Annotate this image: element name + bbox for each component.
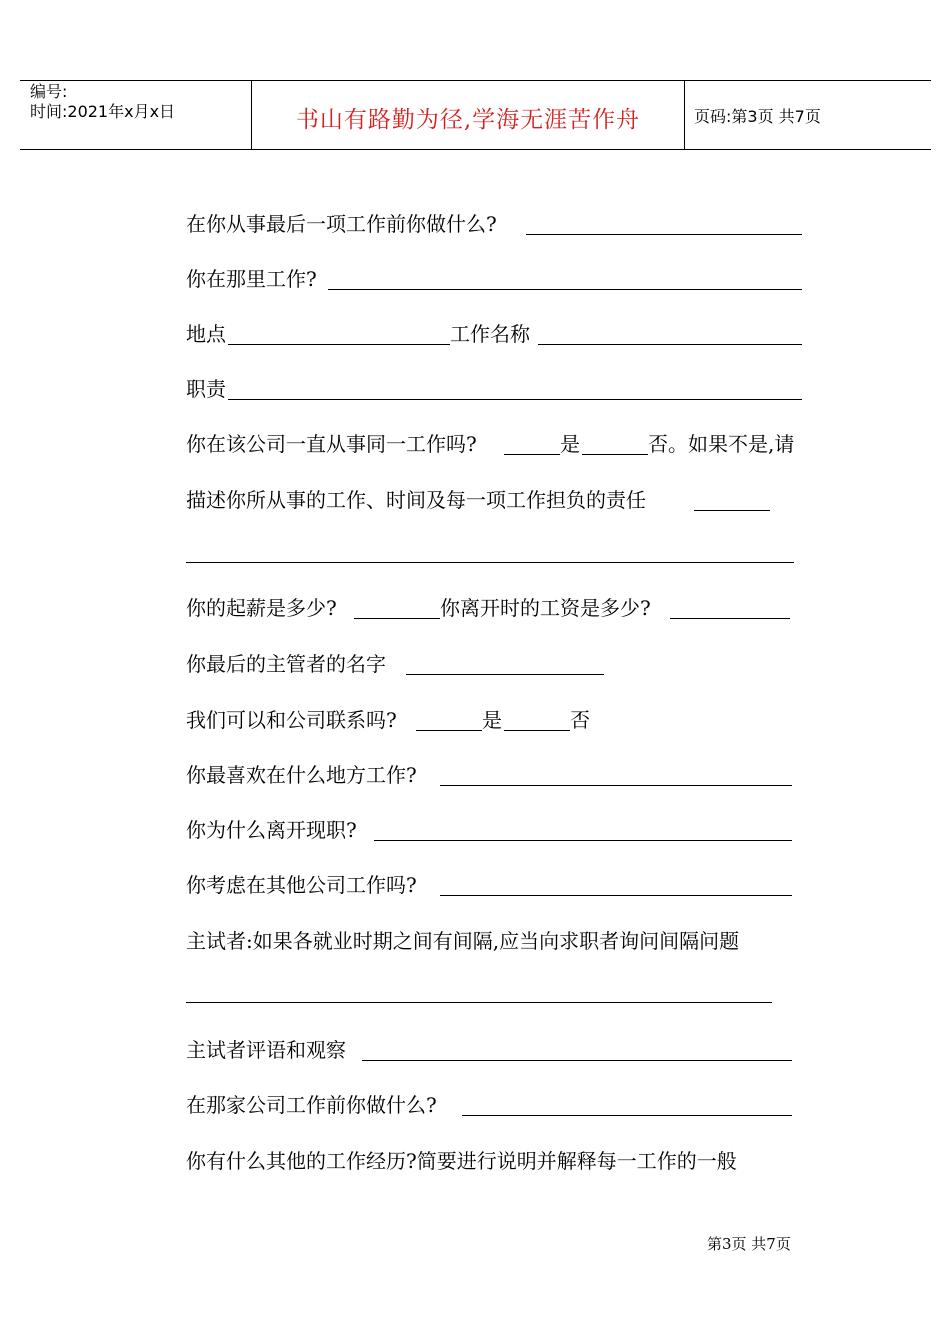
answer-blank — [670, 618, 790, 619]
document-number-label: 编号: — [30, 82, 68, 101]
form-line-duties — [186, 377, 806, 401]
answer-blank-full — [186, 1002, 772, 1003]
form-line-same-job — [186, 432, 816, 456]
question-supervisor-name: 你最后的主管者的名字 — [186, 652, 386, 676]
answer-blank — [354, 618, 440, 619]
option-no: 否 — [570, 708, 590, 732]
answer-blank — [526, 234, 802, 235]
form-line-other-company — [186, 873, 806, 897]
question-leave-reason: 你为什么离开现职? — [186, 818, 357, 842]
answer-blank — [440, 895, 792, 896]
header-page-cell — [684, 81, 931, 149]
question-describe-work: 描述你所从事的工作、时间及每一项工作担负的责任 — [186, 488, 646, 512]
answer-blank — [228, 344, 450, 345]
no-blank — [504, 730, 570, 731]
form-line-location-title — [186, 322, 806, 346]
question-same-job: 你在该公司一直从事同一工作吗? — [186, 432, 477, 456]
form-line-contact-company — [186, 708, 806, 732]
answer-blank — [328, 289, 802, 290]
form-line-favorite-place — [186, 763, 806, 787]
answer-blank — [228, 399, 802, 400]
interviewer-note: 主试者:如果各就业时期之间有间隔,应当向求职者询问间隔问题 — [186, 929, 740, 953]
option-no-if-not: 否。如果不是,请 — [648, 432, 795, 456]
answer-blank — [462, 1115, 792, 1116]
form-line-interviewer-comments — [186, 1038, 806, 1062]
answer-blank — [374, 840, 792, 841]
form-line-describe-work — [186, 488, 806, 512]
answer-blank — [440, 785, 792, 786]
no-blank — [582, 454, 648, 455]
form-line-previous-job — [186, 212, 806, 236]
question-favorite-place: 你最喜欢在什么地方工作? — [186, 763, 417, 787]
label-duties: 职责 — [186, 377, 226, 401]
header-motto-cell — [251, 81, 685, 149]
page-footer: 第3页 共7页 — [707, 1235, 791, 1253]
yes-blank — [504, 454, 560, 455]
question-starting-salary: 你的起薪是多少? — [186, 596, 337, 620]
answer-blank — [362, 1060, 792, 1061]
header-meta-cell — [20, 81, 251, 149]
question-contact-company: 我们可以和公司联系吗? — [186, 708, 397, 732]
form-line-supervisor — [186, 652, 806, 676]
header-table — [20, 80, 931, 150]
form-line-leave-reason — [186, 818, 806, 842]
header-motto: 书山有路勤为径,学海无涯苦作舟 — [295, 107, 641, 133]
yes-blank — [416, 730, 482, 731]
form-line-salary — [186, 596, 806, 620]
label-interviewer-comments: 主试者评语和观察 — [186, 1038, 346, 1062]
answer-blank — [538, 344, 802, 345]
question-previous-job: 在你从事最后一项工作前你做什么? — [186, 212, 497, 236]
form-line-work-place — [186, 267, 806, 291]
answer-blank — [406, 674, 604, 675]
question-work-place: 你在那里工作? — [186, 267, 317, 291]
answer-blank — [694, 510, 770, 511]
question-before-company: 在那家公司工作前你做什么? — [186, 1093, 437, 1117]
question-leaving-salary: 你离开时的工资是多少? — [440, 596, 651, 620]
question-other-experience: 你有什么其他的工作经历?简要进行说明并解释每一工作的一般 — [186, 1149, 737, 1173]
label-job-title: 工作名称 — [450, 322, 530, 346]
header-page-code: 页码:第3页 共7页 — [694, 107, 821, 126]
option-yes: 是 — [560, 432, 580, 456]
label-location: 地点 — [186, 322, 226, 346]
option-yes: 是 — [482, 708, 502, 732]
answer-blank-full — [186, 562, 794, 563]
question-other-company: 你考虑在其他公司工作吗? — [186, 873, 417, 897]
form-line-before-company — [186, 1093, 806, 1117]
document-time-label: 时间:2021年x月x日 — [30, 102, 176, 121]
